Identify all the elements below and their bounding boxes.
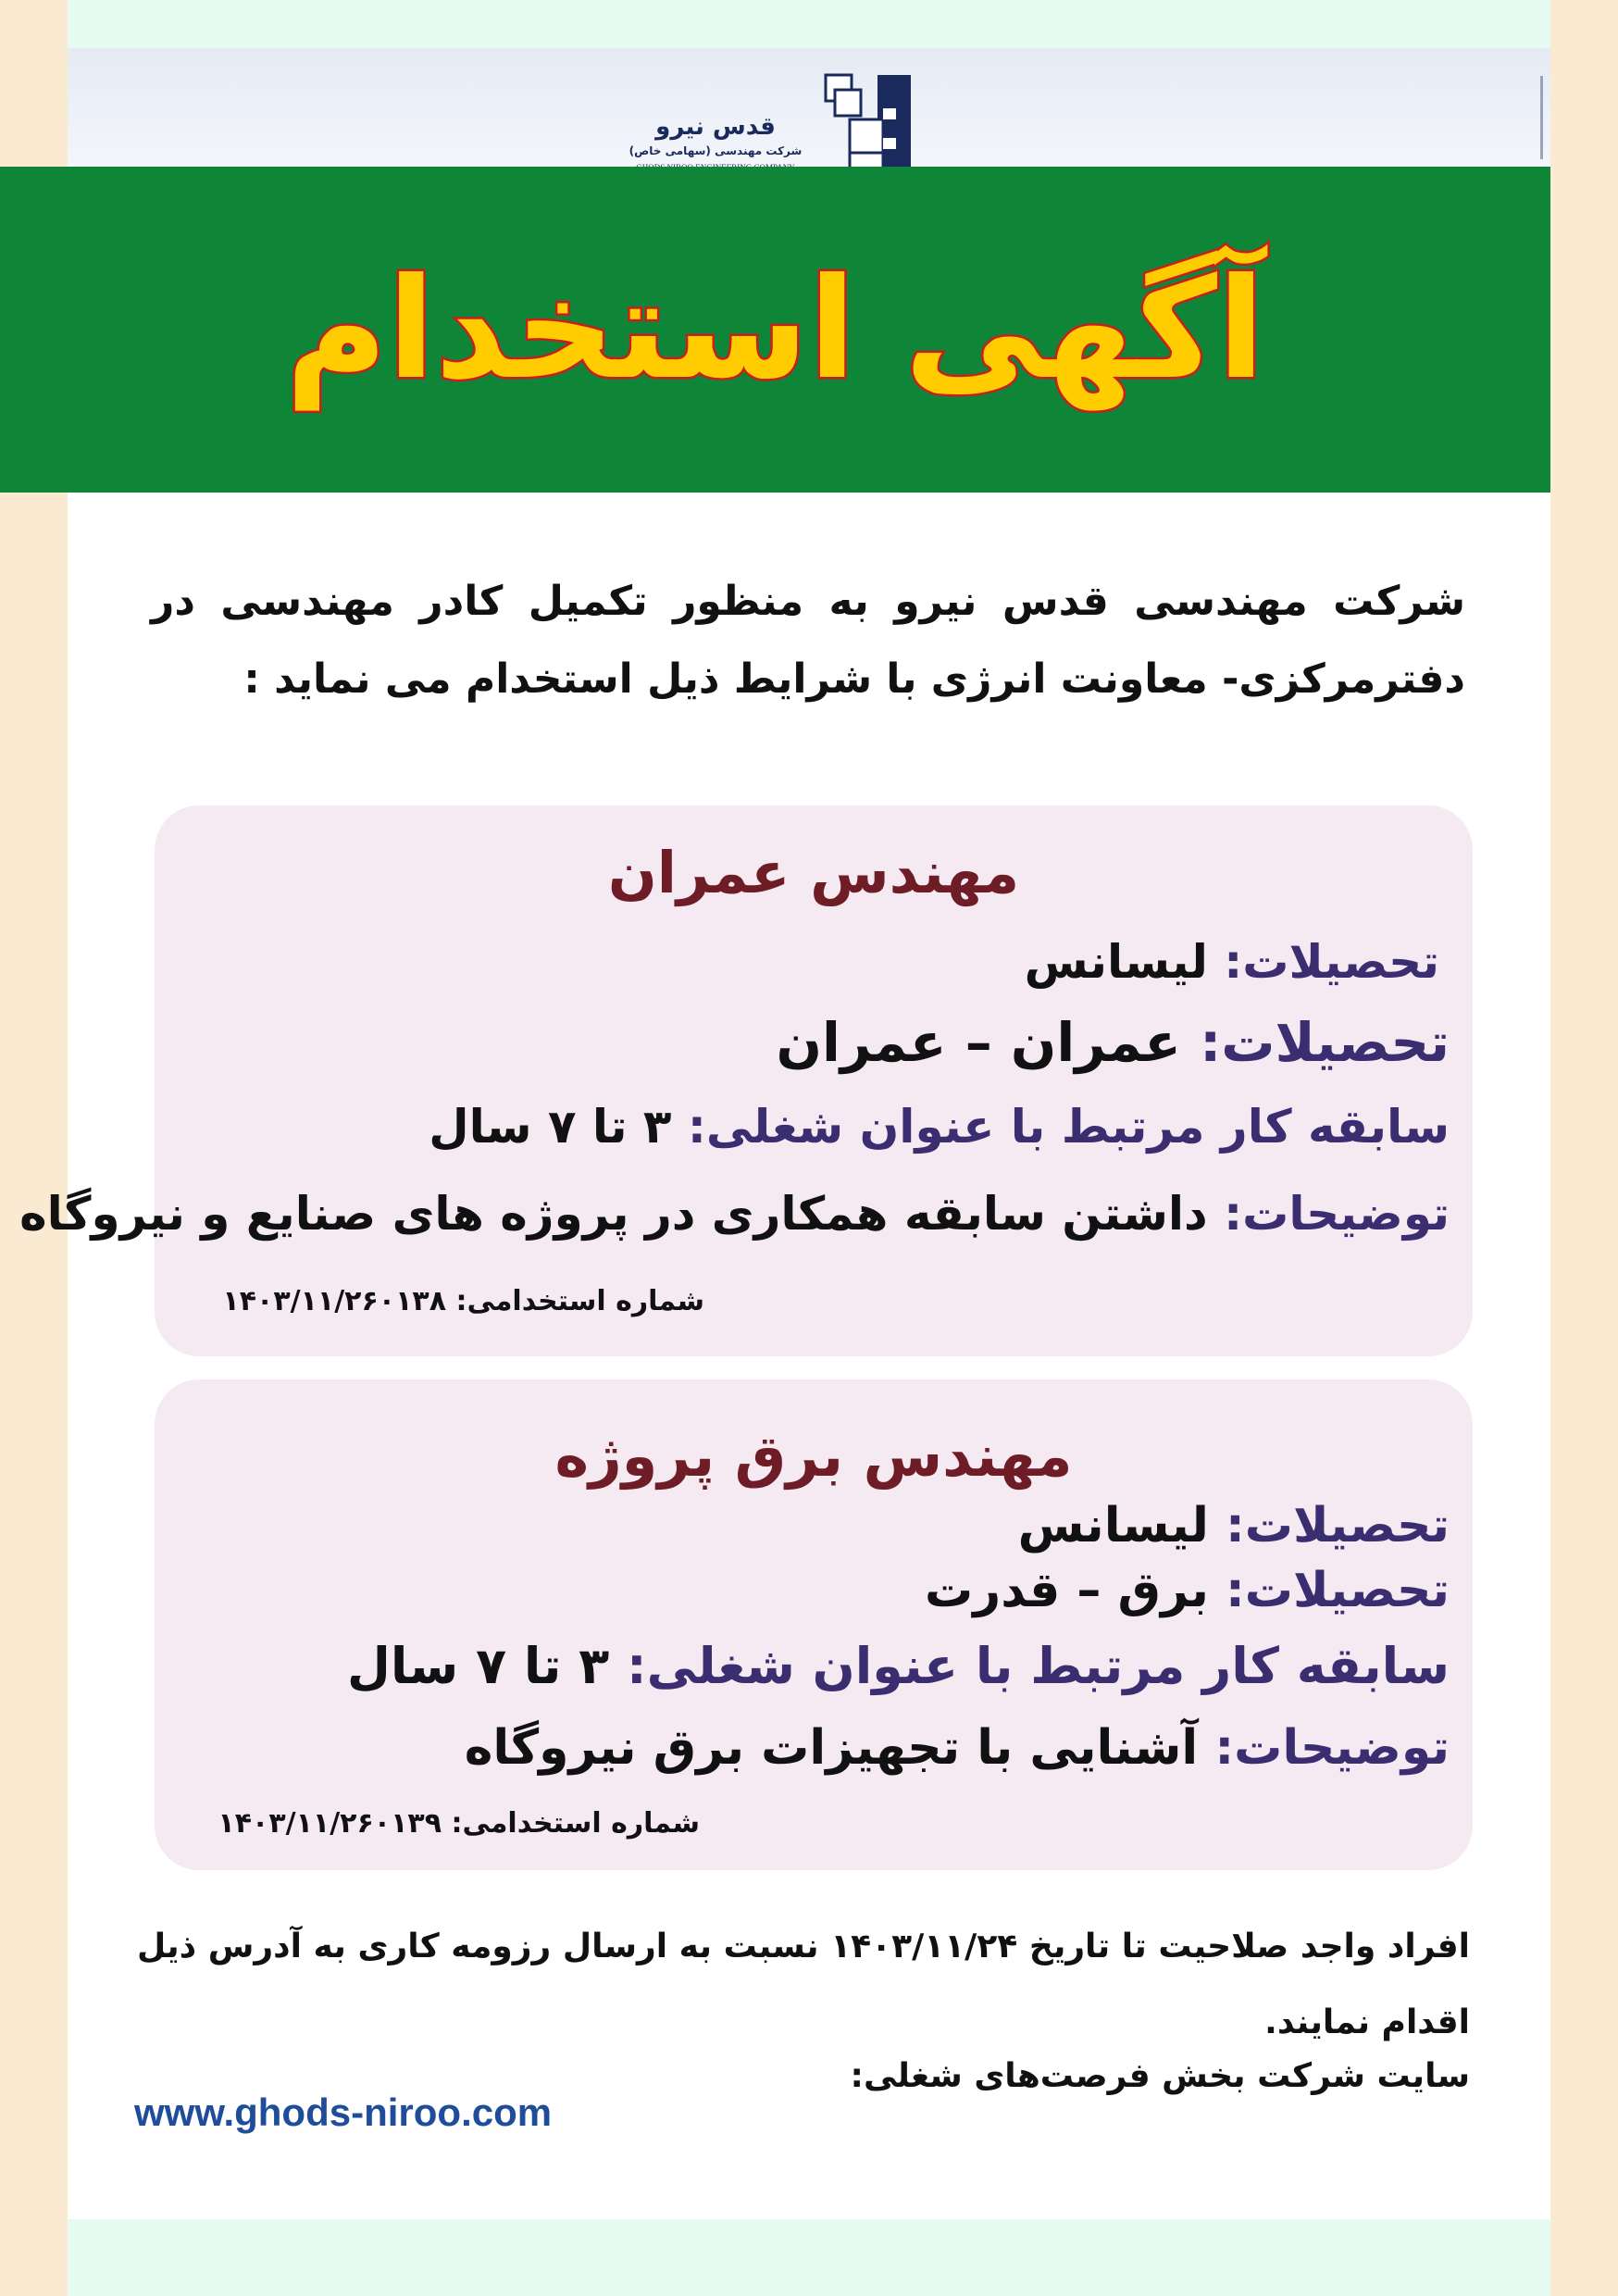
job-card-electrical — [155, 1379, 1473, 1870]
logo-name-fa: قدس نیرو — [655, 113, 776, 141]
notes-label: توضیحات: — [1214, 1720, 1450, 1776]
field-label: تحصیلات: — [1226, 1563, 1450, 1618]
website-link[interactable]: www.ghods-niroo.com — [134, 2090, 553, 2134]
title-banner — [0, 167, 1550, 493]
experience-label: سابقه کار مرتبط با عنوان شغلی: — [627, 1637, 1450, 1695]
education-value: لیسانس — [1017, 1498, 1209, 1554]
education-label: تحصیلات: — [1226, 1498, 1450, 1554]
education-value: لیسانس — [1024, 935, 1208, 989]
experience-row — [429, 1100, 1450, 1154]
notes-value: داشتن سابقه همکاری در پروژه های صنایع و نیروگاه — [19, 1187, 1208, 1241]
field-row — [925, 1563, 1450, 1618]
page-title: آگهی استخدام — [285, 249, 1265, 410]
logo-text — [614, 113, 817, 172]
experience-value: ۳ تا ۷ سال — [429, 1100, 672, 1154]
field-value: عمران – عمران — [776, 1011, 1181, 1074]
code-label: شماره استخدامی: — [451, 1807, 700, 1840]
careers-label: سایت شرکت بخش فرصت‌های شغلی: — [850, 2057, 1470, 2095]
experience-label: سابقه کار مرتبط با عنوان شغلی: — [687, 1100, 1450, 1154]
employment-code — [218, 1807, 700, 1840]
header-edge-mark — [1540, 76, 1543, 159]
field-value: برق – قدرت — [925, 1563, 1209, 1618]
notes-row — [19, 1187, 1450, 1241]
education-row — [1025, 935, 1439, 989]
experience-row — [347, 1637, 1450, 1695]
code-label: شماره استخدامی: — [455, 1285, 704, 1317]
experience-value: ۳ تا ۷ سال — [347, 1637, 610, 1695]
deadline-paragraph: افراد واجد صلاحیت تا تاریخ ۱۴۰۳/۱۱/۲۴ نسبت به ارسال رزومه کاری به آدرس ذیل اقدام نمایند. — [137, 1928, 1470, 2041]
intro-paragraph: شرکت مهندسی قدس نیرو به منظور تکمیل کادر مهندسی در دفترمرکزی- معاونت انرژی با شرایط ذیل استخدام می نماید : — [151, 578, 1465, 703]
notes-label: توضیحات: — [1224, 1187, 1450, 1241]
employment-code — [222, 1285, 704, 1317]
code-value: ۱۴۰۳/۱۱/۲۶۰۱۳۹ — [218, 1807, 442, 1840]
field-row — [777, 1011, 1450, 1074]
education-row — [1018, 1498, 1450, 1554]
notes-value: آشنایی با تجهیزات برق نیروگاه — [464, 1720, 1199, 1776]
education-label: تحصیلات: — [1224, 935, 1439, 989]
job-card-civil — [19, 805, 1473, 1356]
code-value: ۱۴۰۳/۱۱/۲۶۰۱۳۸ — [222, 1285, 447, 1317]
job-title: مهندس برق پروژه — [554, 1422, 1073, 1490]
notes-row — [465, 1720, 1450, 1776]
job-title: مهندس عمران — [607, 839, 1020, 906]
field-label: تحصیلات: — [1200, 1011, 1450, 1074]
logo-subtitle: شرکت مهندسی (سهامی خاص) — [629, 144, 803, 157]
right-margin-strip — [1550, 0, 1618, 2296]
